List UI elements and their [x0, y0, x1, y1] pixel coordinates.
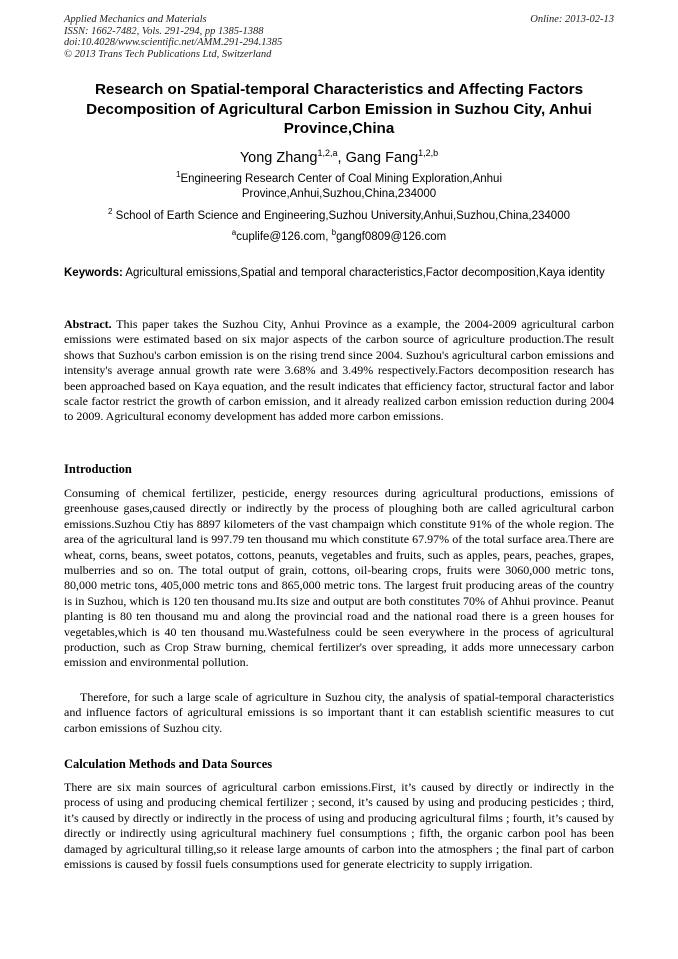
calculation-paragraph-1: There are six main sources of agricultural carbon emissions.First, it’s caused by directly or indirectly in the process of using and producing chemical fertilizer ; second, it’s caused by using and producing pesticides ; third, it’s caused by directly or indirectly in the process of using and producing agricultural films ; fourth, it’s caused by directly or indirectly using agricultural machinery fuel consumptions ; fifth, the organic carbon pool has been damaged by agricultural tilling,so it release large amounts of carbon into the atmosphers ; the final part of carbon emissions is caused by fossil fuels consumptions used for generate electricity to supply irrigation. [64, 780, 614, 872]
affiliation-2 [60, 204, 618, 224]
keywords-label: Keywords: [64, 267, 123, 279]
authors-line [60, 144, 618, 167]
affiliation-1 [60, 167, 618, 202]
author-emails [60, 225, 618, 245]
journal-name: Applied Mechanics and Materials [64, 14, 207, 25]
issn-line: ISSN: 1662-7482, Vols. 291-294, pp 1385-1388 [64, 25, 264, 37]
journal-header [64, 14, 282, 60]
abstract-label: Abstract. [64, 317, 112, 331]
affiliation-1-line2: Province,Anhui,Suzhou,China,234000 [241, 188, 437, 200]
email-a: cuplife@126.com, [236, 231, 332, 243]
email-b-sup: b [331, 228, 337, 237]
abstract-text: This paper takes the Suzhou City, Anhui Province as a example, the 2004-2009 agricultural carbon emissions were estimated based on six major aspects of the carbon source of agriculture production.The result shows that Suzhou's carbon emission is on the rising trend since 2004. Suzhou's agricultural carbon emissions and intensity's average annual growth rate were 3.68% and 3.49% respectively.Factors decomposition research has been approached based on Kaya equation, and the result indicates that efficiency factor, structural factor and labor scale factor restrict the growth of carbon emission, and it already realized carbon emission reduction during 2004 to 2009. Agricultural economy development has added more carbon emissions. [64, 317, 614, 424]
keywords [64, 266, 616, 281]
email-b: gangf0809@126.com [336, 231, 447, 243]
online-date: Online: 2013-02-13 [530, 14, 614, 25]
introduction-heading: Introduction [64, 462, 132, 476]
doi-line: doi:10.4028/www.scientific.net/AMM.291-294.1385 [64, 37, 283, 48]
affiliation-2-text: School of Earth Science and Engineering,Suzhou University,Anhui,Suzhou,China,234000 [112, 210, 570, 222]
author-2-name: Gang Fang [345, 150, 419, 166]
author-separator: , [337, 150, 346, 166]
abstract [64, 317, 614, 425]
calculation-heading: Calculation Methods and Data Sources [64, 757, 273, 771]
email-a-sup: a [231, 228, 237, 237]
paper-title: Research on Spatial-temporal Characteristics and Affecting Factors Decomposition of Agricultural Carbon Emission in Suzhou City, Anhui Province,China [86, 81, 592, 137]
affiliation-1-line1: Engineering Research Center of Coal Mining Exploration,Anhui [180, 173, 502, 185]
introduction-paragraph-1: Consuming of chemical fertilizer, pesticide, energy resources during agricultural productions, emissions of greenhouse gases,caused directly or indirectly by the process of ploughing both are called agricultural carbon emissions.Suzhou Ctiy has 8897 kilometers of the vast champaign which constitute 91% of the whole region. The area of the agricultural land is 997.79 ten thousand mu which constitute 67.97% of the total surface area.There are wheat, corns, beans, sweet potatos, cottons, peanuts, vegetables and fruits, such as apples, pears, peaches, grapes, mulberries and so on. The total output of grain, cottons, oil-bearing crops, fruits were 3060,000 metric tons, 80,000 metric tons, 405,000 metric tons and 865,000 metric tons. The largest fruit producing areas of the country is in Suzhou, which is 120 ten thousand mu.Its size and output are both constitutes 70% of Ahhui province. Peanut planting is 80 ten thousand mu and along the provincial road and the national road there is a green houses for vegetables,which is 40 ten thousand mu.Wastefulness could be seen everywhere in the process of agricultural production, such as Crop Straw burning, chemical fertilizer's over spreading, it adds more unnecessary carbon emission and environmental pollution. [64, 486, 614, 670]
author-1-name: Yong Zhang [239, 150, 318, 166]
affiliation-2-sup: 2 [108, 207, 113, 216]
copyright-line: © 2013 Trans Tech Publications Ltd, Switzerland [64, 48, 272, 60]
author-2-sup: 1,2,b [418, 148, 439, 158]
author-1-sup: 1,2,a [317, 148, 338, 158]
introduction-paragraph-2: Therefore, for such a large scale of agriculture in Suzhou city, the analysis of spatial-temporal characteristics and influence factors of agricultural emissions is so important thant it can establish scientific measures to cut carbon emissions of Suzhou city. [64, 690, 614, 735]
affiliation-1-sup: 1 [176, 170, 181, 179]
keywords-text: Agricultural emissions,Spatial and temporal characteristics,Factor decomposition,Kaya identity [122, 267, 605, 279]
